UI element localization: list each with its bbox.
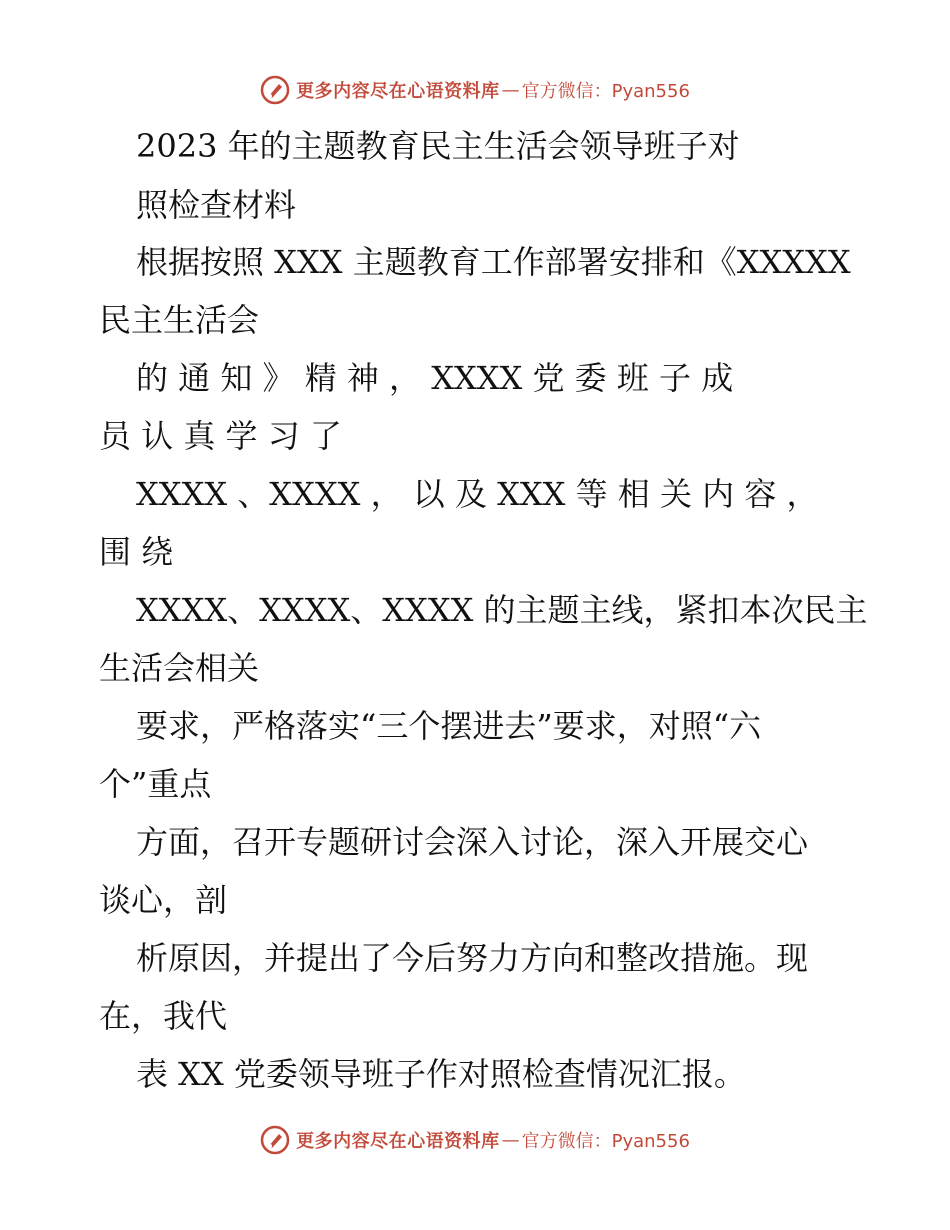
pen-logo-icon <box>260 1125 290 1155</box>
watermark-contact-text: 官方微信：Pyan556 <box>521 1131 690 1152</box>
watermark-brand-text: 更多内容尽在心语资料库 <box>296 81 500 102</box>
doc-line-9: XXXX、XXXX、XXXX 的主题主线，紧扣本次民主 <box>136 591 868 629</box>
watermark-contact-text: 官方微信：Pyan556 <box>521 81 690 102</box>
watermark-brand-text: 更多内容尽在心语资料库 <box>296 1131 500 1152</box>
watermark-banner-top <box>0 70 950 110</box>
watermark-separator: — <box>501 79 520 101</box>
pen-logo-icon <box>260 75 290 105</box>
doc-line-10: 生活会相关 <box>99 649 260 687</box>
doc-line-2: 照检查材料 <box>136 186 297 224</box>
doc-line-5: 的 通 知 》 精 神 ， XXXX 党 委 班 子 成 <box>136 359 734 397</box>
doc-line-11: 要求，严格落实“三个摆进去”要求，对照“六 <box>136 707 762 745</box>
doc-line-15: 析原因，并提出了今后努力方向和整改措施。现 <box>136 939 809 977</box>
doc-line-1: 2023 年的主题教育民主生活会领导班子对 <box>136 127 740 165</box>
watermark-separator: — <box>501 1129 520 1151</box>
doc-line-12: 个”重点 <box>99 765 212 803</box>
doc-line-4: 民主生活会 <box>99 301 260 339</box>
doc-line-17: 表 XX 党委领导班子作对照检查情况汇报。 <box>136 1055 746 1093</box>
doc-line-3: 根据按照 XXX 主题教育工作部署安排和《XXXXX <box>136 243 851 281</box>
doc-line-6: 员 认 真 学 习 了 <box>99 417 342 455</box>
doc-line-16: 在，我代 <box>99 997 228 1035</box>
doc-line-13: 方面，召开专题研讨会深入讨论，深入开展交心 <box>136 823 809 861</box>
doc-line-7: XXXX 、XXXX ， 以 及 XXX 等 相 关 内 容 ， <box>136 475 819 513</box>
doc-line-14: 谈心，剖 <box>99 881 228 919</box>
watermark-banner-bottom <box>0 1120 950 1160</box>
doc-line-8: 围 绕 <box>99 533 174 571</box>
